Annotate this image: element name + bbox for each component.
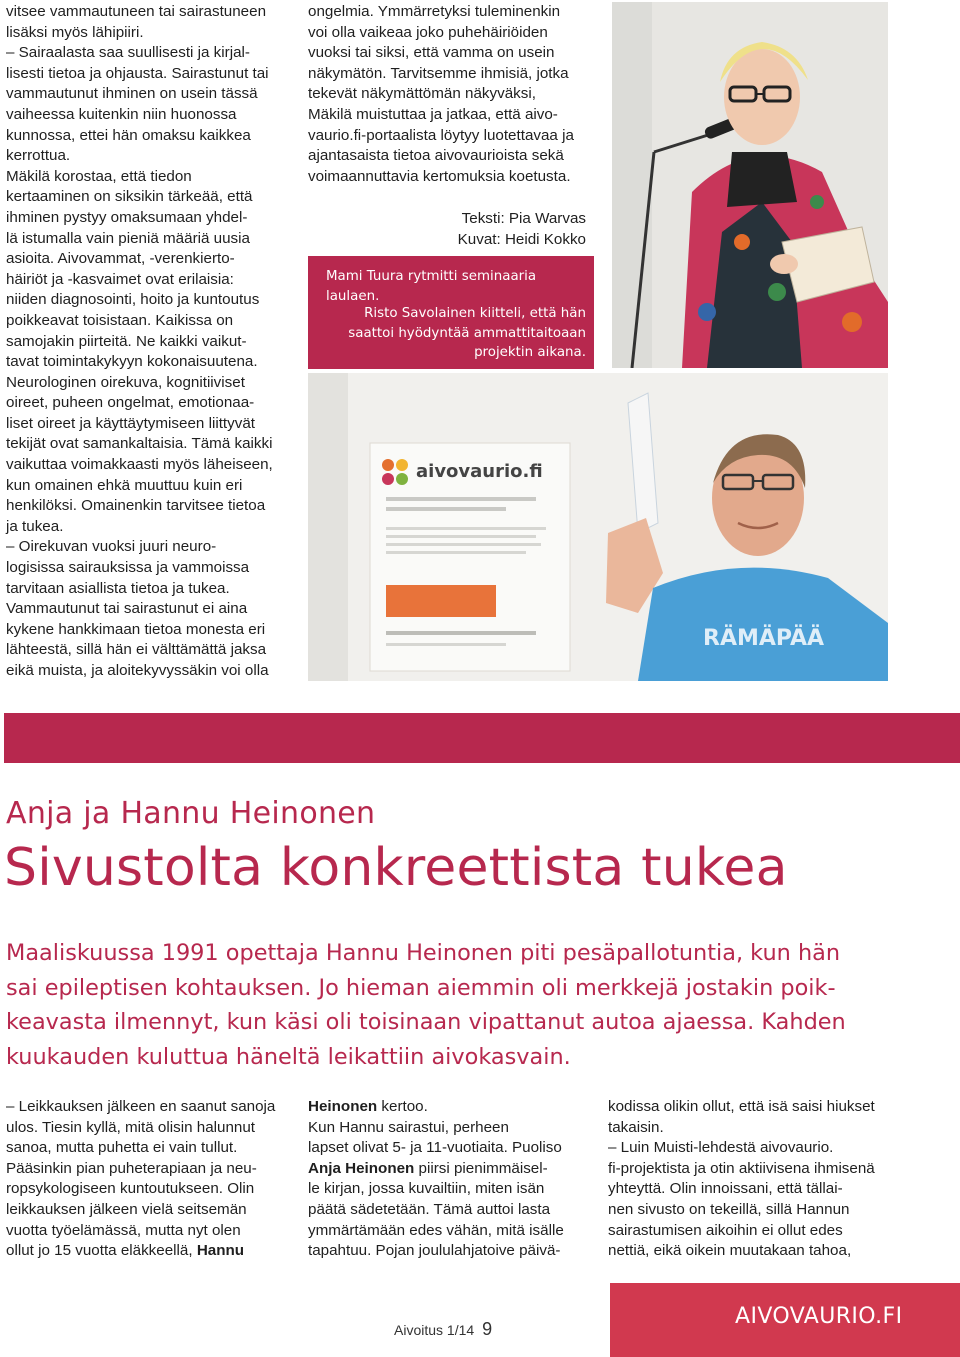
body-column-1 (6, 1097, 288, 1262)
body-bold-name: Heinonen (308, 1098, 378, 1115)
body-bold-name: Hannu (196, 1242, 245, 1260)
magazine-issue: Aivoitus 1/14 (394, 1322, 475, 1338)
caption-singer: Mami Tuura rytmitti seminaaria laulaen. (326, 269, 537, 304)
body-text: piirsi pienimmäisel- le kirjan, jossa kuvailtiin, miten isän päätä sädetetään. Tämä auttoi lasta ymmärtämään edes vähän, mitä isälle tapahtuu. Pojan joululahjatoive päivä- (308, 1159, 564, 1260)
photo-singer (612, 2, 888, 368)
section-divider-band (4, 713, 960, 763)
article-headline: Sivustolta konkreettista tukea (4, 838, 788, 898)
article-column-1: vitsee vammautuneen tai sairastuneen lisäksi myös lähipiiri. – Sairaalasta saa suullisesti ja kirjal- lisesti tietoa ja ohjausta. Sairastunut tai vammautunut ihminen on usein tässä vaiheessa kuitenkin niin huonossa kunnossa, ettei hän omaksu kaikkea kerrottua. Mäkilä korostaa, että tiedon kertaaminen on siksikin tärkeää, että ihminen pystyy omaksumaan yhdel- lä istumalla vain pieniä määriä uusia asioita. Aivovammat, -verenkierto- häiriöt ja -kasvaimet ovat erilaisia: niiden diagnosointi, hoito ja kuntoutus poikkeavat toisistaan. Kaikissa on samojakin piirteitä. Ne kaikki vaikut- tavat toimintakykyyn kokonaisuutena. Neurologinen oirekuva, kognitiiviset oireet, puheen ongelmat, emotionaa- liset oireet ja käyttäytymiseen liittyvät tekijät ovat samankaltaisia. Tämä kaikki vaikuttaa voimakkaasti myös läheiseen, kun omainen ehkä muuttuu kuin eri henkilöksi. Omainenkin tarvitsee tietoa ja tukea. – Oirekuvan vuoksi juuri neuro- logisissa sairauksissa ja vammoissa tarvitaan asiallista tietoa ja tukea. Vammautunut tai sairastunut ei aina kykene hankkimaan tietoa monesta eri lähteestä, sillä hän ei välttämättä jaksa eikä muista, ja aloitekyvyssäkin voi olla (6, 3, 273, 679)
credits (308, 208, 586, 250)
page-number: 9 (482, 1319, 493, 1339)
photo-speaker (308, 373, 888, 681)
caption-speaker: Risto Savolainen kiitteli, että hän saattoi hyödyntää ammattitaitoaan projektin aikana. (348, 306, 586, 360)
body-text: – Leikkauksen jälkeen en saanut sanoja ulos. Tiesin kyllä, mitä olisin halunnut sanoa, mutta puhetta ei vain tullut. Pääsinkin pian puheterapiaan ja neu- ropsykologiseen kuntoutukseen. Olin leikkauksen jälkeen vielä seitsemän vuotta työelämässä, mutta nyt olen ollut jo 15 vuotta eläkkeellä, (6, 1098, 276, 1260)
site-logo-box (610, 1283, 960, 1357)
article-column-2: ongelmia. Ymmärretyksi tuleminenkin voi olla vaikeaa joko puhehäiriöiden vuoksi tai siksi, että vamma on usein näkymätön. Tarvitsemme ihmisiä, jotka tekevät näkymättömän näkyväksi, Mäkilä muistuttaa ja jatkaa, että aivo- vaurio.fi-portaalista löytyy luotettavaa ja ajantasaista tietoa aivovaurioista sekä voimaannuttavia kertomuksia koetusta. (308, 3, 574, 185)
shirt-print: RÄMÄPÄÄ (703, 626, 825, 651)
body-text: kertoo. Kun Hannu sairastui, perheen lapset olivat 5- ja 11-vuotiaita. Puoliso (308, 1098, 562, 1157)
text-credit: Teksti: Pia Warvas (461, 210, 586, 227)
body-column-3: kodissa olikin ollut, että isä saisi hiukset takaisin. – Luin Muisti-lehdestä aivovaurio. fi-projektista ja otin aktiivisena ihmisenä yhteyttä. Olin innoissani, että tällai- nen sivusto on tekeillä, sillä Hannun sairastumisen aikoihin ei ollut edes nettiä, eikä oikein muutakaan tahoa, (608, 1098, 875, 1260)
body-bold-name: Anja Heinonen (308, 1159, 415, 1177)
photo-credit: Kuvat: Heidi Kokko (457, 231, 586, 248)
article-lead: Maaliskuussa 1991 opettaja Hannu Heinonen piti pesäpallotuntia, kun hän sai epileptisen kohtauksen. Jo hieman aiemmin oli merkkejä jostakin poik- keavasta ilmennyt, kun käsi oli toisinaan vipattanut autoa ajaessa. Kahden kuukauden kuluttua häneltä leikattiin aivokasvain. (6, 940, 846, 1070)
page-footer (394, 1319, 492, 1340)
site-logo-text: AIVOVAURIO.FI (735, 1304, 903, 1329)
singer-illustration (612, 2, 888, 368)
speaker-illustration (308, 373, 888, 681)
poster-brand: aivovaurio.fi (416, 461, 543, 482)
body-column-2 (308, 1097, 598, 1262)
article-names: Anja ja Hannu Heinonen (6, 796, 376, 831)
